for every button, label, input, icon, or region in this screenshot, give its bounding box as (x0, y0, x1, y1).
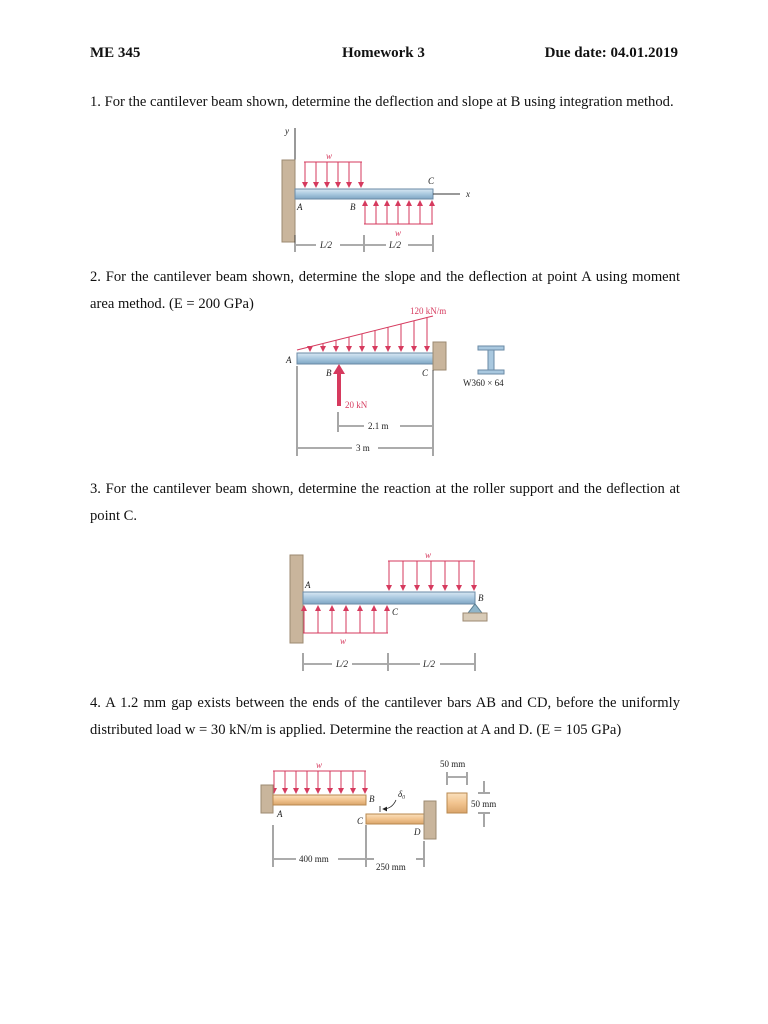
cross-section-width-dim (447, 772, 467, 785)
wall (433, 342, 446, 370)
problem-3-text: 3. For the cantilever beam shown, determine the reaction at the roller support and the deflection at point C. (90, 481, 680, 524)
point-d-label: D (414, 827, 421, 837)
load-w-label: w (316, 760, 323, 770)
dimension-1-label: 2.1 m (368, 421, 389, 431)
point-c-label: C (428, 176, 435, 186)
dimension-2-label: L/2 (423, 659, 436, 669)
x-axis-label: x (466, 189, 470, 199)
beam (295, 189, 433, 199)
beam (303, 592, 475, 604)
distributed-load-bottom (364, 201, 433, 224)
point-b-label: B (369, 794, 375, 804)
point-a-label: A (277, 809, 283, 819)
wall (290, 555, 303, 643)
point-b-label: B (478, 593, 484, 603)
beam (297, 353, 433, 364)
distributed-load-top (304, 162, 362, 187)
point-a-label: A (297, 202, 303, 212)
cross-section-height-label: 50 mm (471, 799, 497, 809)
figure-3 (0, 545, 768, 675)
point-b-label: B (350, 202, 356, 212)
course-code: ME 345 (90, 45, 141, 61)
figure-1 (0, 120, 768, 260)
distributed-load-bottom (303, 606, 388, 633)
dimension-1-label: 400 mm (299, 854, 329, 864)
distributed-load-top (388, 561, 475, 590)
due-date: Due date: 04.01.2019 (544, 45, 678, 61)
dimension-lines (303, 653, 475, 671)
force-arrow-shaft (337, 372, 341, 406)
load-w-bottom-label: w (395, 228, 402, 238)
wall-left (261, 785, 273, 813)
point-c-label: C (422, 368, 429, 378)
wall (282, 160, 295, 242)
point-a-label: A (286, 355, 292, 365)
cross-section-width-label: 50 mm (440, 759, 466, 769)
triangular-load (310, 318, 427, 351)
load-w-bottom-label: w (340, 636, 347, 646)
point-a-label: A (305, 580, 311, 590)
point-c-label: C (392, 607, 399, 617)
homework-title: Homework 3 (342, 45, 425, 61)
bar-cross-section (447, 793, 467, 813)
problem-2-text: 2. For the cantilever beam shown, determine the slope and the deflection at point A using moment area method. (E = 200 GPa) (90, 269, 680, 312)
dimension-lines (273, 825, 424, 867)
gap-delta-label: δ₀ (398, 789, 406, 799)
section-label: W360 × 64 (463, 378, 504, 388)
dimension-1-label: L/2 (336, 659, 349, 669)
load-w-top-label: w (326, 151, 333, 161)
problem-1-text: 1. For the cantilever beam shown, determine the deflection and slope at B using integration method. (90, 94, 674, 110)
dimension-1-label: L/2 (320, 240, 333, 250)
force-arrow-head (333, 364, 345, 374)
roller-support (463, 604, 487, 621)
gap-arrow (383, 800, 396, 809)
dimension-2-label: 3 m (356, 443, 370, 453)
dimension-2-label: L/2 (389, 240, 402, 250)
force-label: 20 kN (345, 400, 368, 410)
load-intensity-label: 120 kN/m (410, 306, 447, 316)
bar-cd (366, 814, 424, 824)
bar-ab (273, 795, 366, 805)
figure-2 (0, 300, 768, 465)
point-c-label: C (357, 816, 364, 826)
dimension-lines (295, 235, 433, 252)
triangular-load-edge (297, 316, 433, 350)
w-section-icon (478, 346, 504, 374)
dimension-2-label: 250 mm (376, 862, 406, 872)
figure-4 (0, 755, 768, 880)
distributed-load (273, 771, 366, 793)
wall-right (424, 801, 436, 839)
load-w-top-label: w (425, 550, 432, 560)
problem-4-text: 4. A 1.2 mm gap exists between the ends of the cantilever bars AB and CD, before the uniformly distributed load w = 30 kN/m is applied. Determine the reaction at A and D. (E = 105 GPa) (90, 695, 680, 738)
y-axis-label: y (285, 126, 289, 136)
point-b-label: B (326, 368, 332, 378)
